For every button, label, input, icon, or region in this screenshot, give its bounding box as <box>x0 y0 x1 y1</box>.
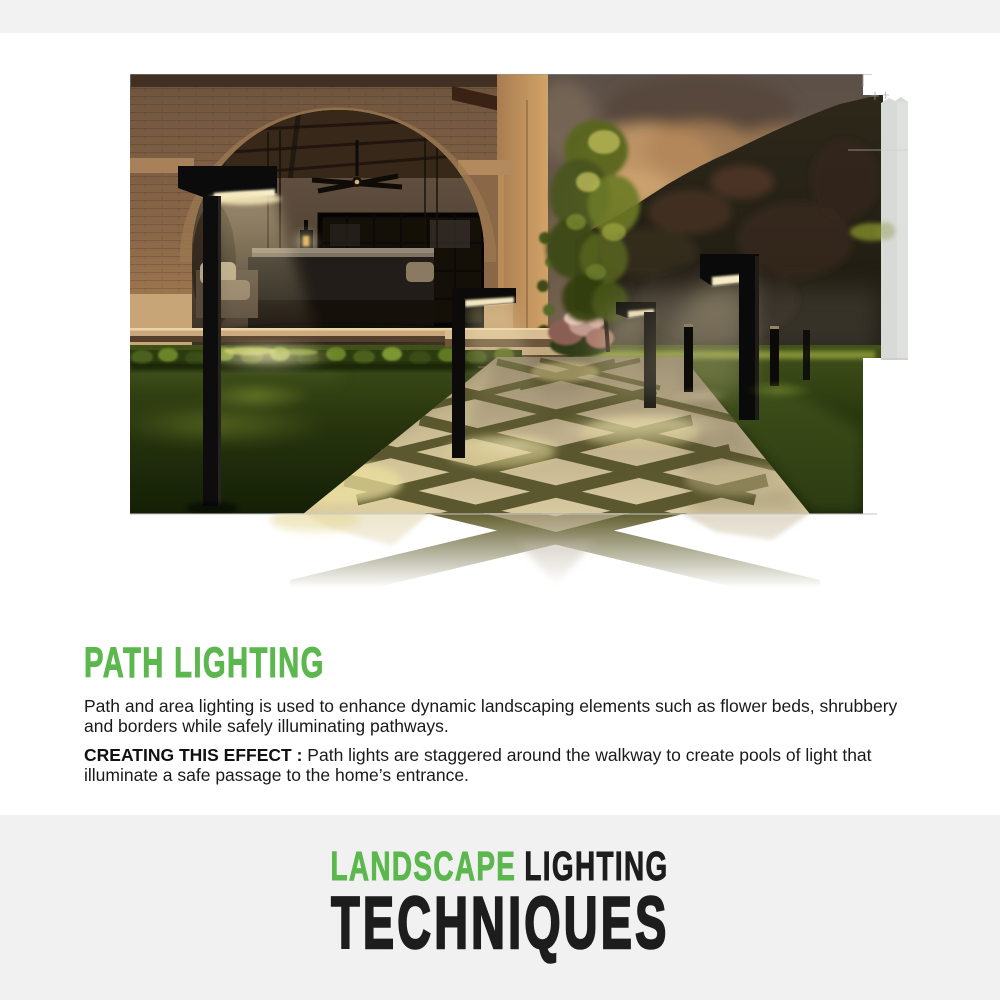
footer-techniques-title <box>0 883 1000 964</box>
effect-label: CREATING THIS EFFECT : <box>84 745 303 765</box>
hero-illustration <box>130 74 908 594</box>
section-paragraph: Path and area lighting is used to enhance dynamic landscaping elements such as flower beds, shrubbery and borders while safely illuminating pathways. <box>84 696 898 736</box>
path-light-small-3 <box>803 330 810 380</box>
effect-paragraph <box>84 745 919 785</box>
top-border-band <box>0 0 1000 33</box>
rendered-photo <box>130 74 894 541</box>
section-title-text: PATH LIGHTING <box>84 639 325 687</box>
footer-series-title <box>0 843 1000 889</box>
effect-text: Path lights are staggered around the walkway to create pools of light that illuminate a safe passage to the home’s entrance. <box>84 745 872 785</box>
section-title <box>84 635 919 686</box>
footer-banner <box>0 815 1000 1000</box>
footer-lighting-label: LIGHTING <box>524 843 669 889</box>
path-lighting-scene <box>130 74 908 594</box>
technique-section <box>84 635 919 794</box>
footer-techniques-label: TECHNIQUES <box>330 883 670 964</box>
footer-landscape-label: LANDSCAPE <box>331 843 517 889</box>
